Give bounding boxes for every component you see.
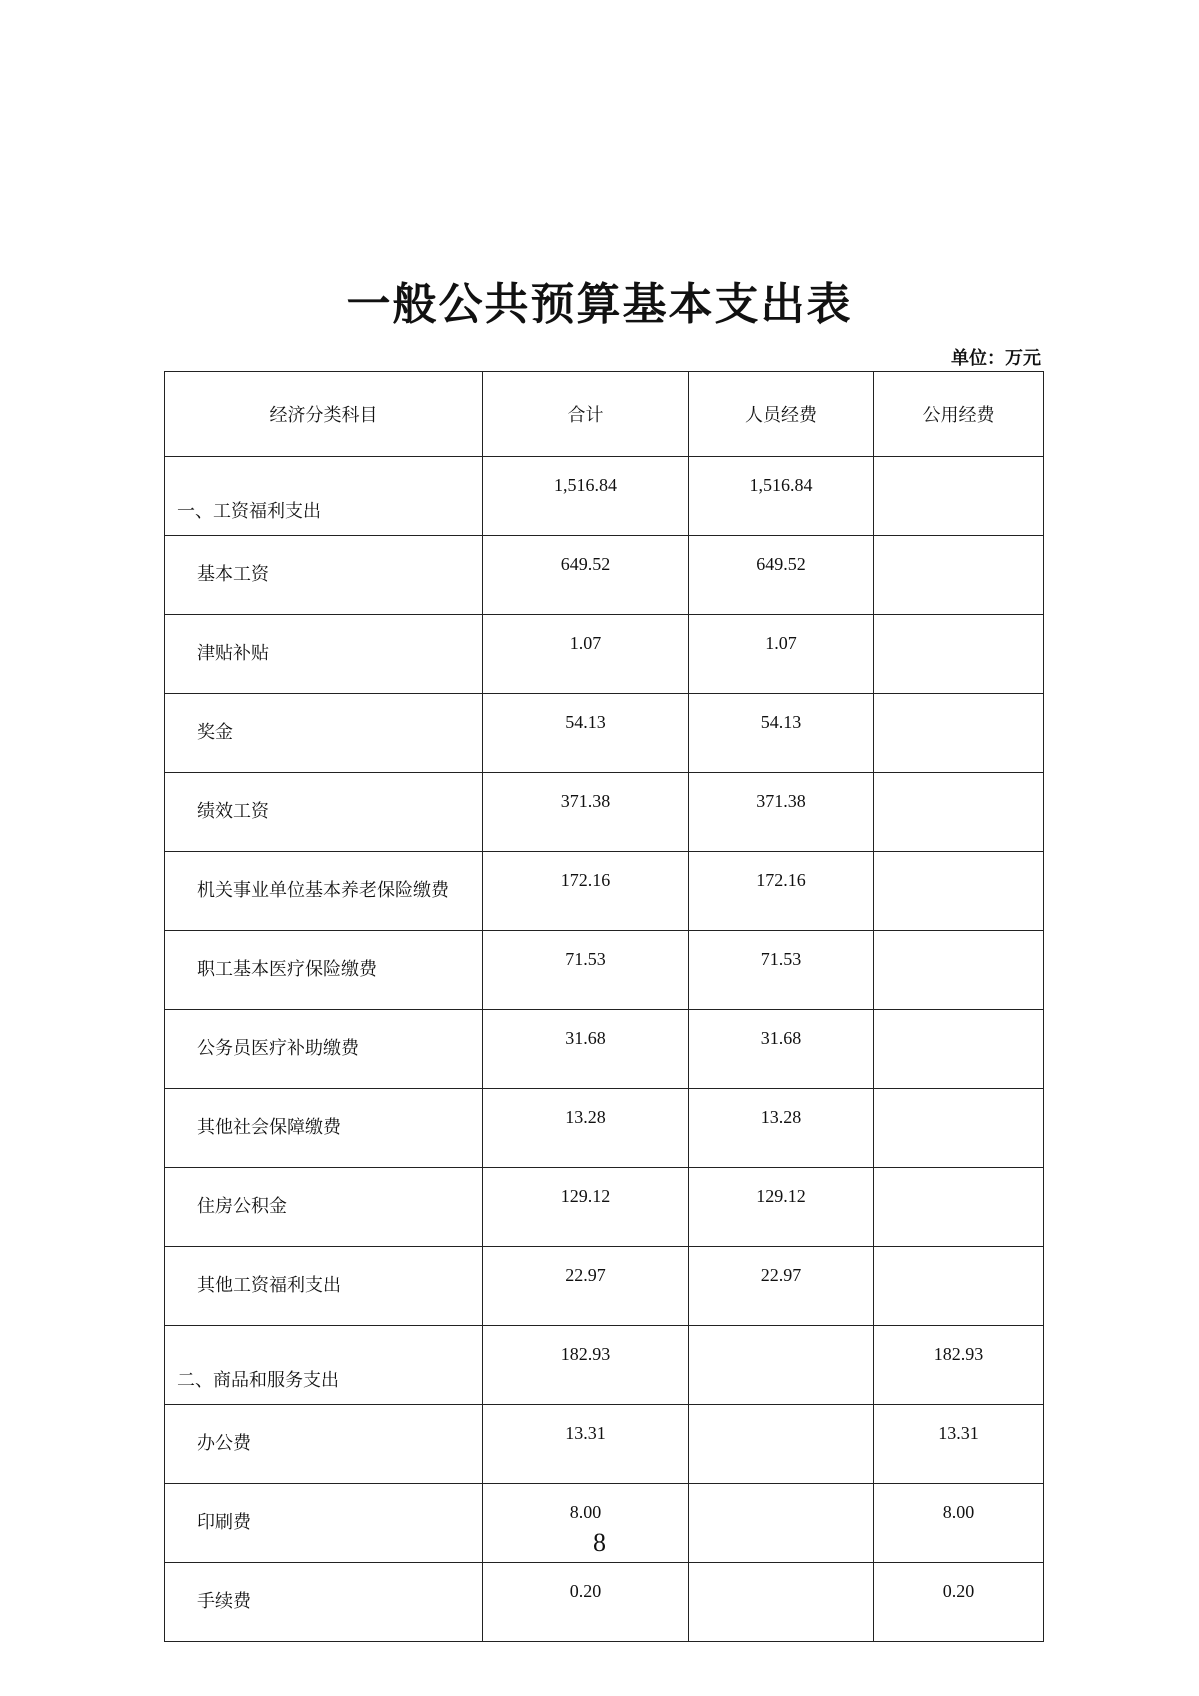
row-total: 54.13 [483,694,689,773]
row-item: 其他工资福利支出 [165,1247,483,1326]
row-item: 其他社会保障缴费 [165,1089,483,1168]
budget-table [164,371,1044,1642]
row-item: 公务员医疗补助缴费 [165,1010,483,1089]
row-item: 一、工资福利支出 [165,457,483,536]
table-row [165,773,1044,852]
table-row [165,615,1044,694]
page-number: 8 [593,1528,606,1557]
row-public: 182.93 [874,1326,1044,1405]
table-row [165,1089,1044,1168]
row-item: 基本工资 [165,536,483,615]
table-row [165,1563,1044,1642]
row-personnel: 54.13 [689,694,874,773]
row-public [874,1089,1044,1168]
row-public [874,1010,1044,1089]
row-item: 住房公积金 [165,1168,483,1247]
unit-label: 单位：万元 [951,348,1041,369]
row-total: 22.97 [483,1247,689,1326]
row-public: 13.31 [874,1405,1044,1484]
row-personnel: 1.07 [689,615,874,694]
row-personnel: 31.68 [689,1010,874,1089]
row-public [874,694,1044,773]
row-total: 182.93 [483,1326,689,1405]
row-personnel [689,1326,874,1405]
row-personnel [689,1563,874,1642]
table-row [165,1326,1044,1405]
header-public-expenses: 公用经费 [874,372,1044,457]
table-row [165,1010,1044,1089]
table-row [165,1168,1044,1247]
row-personnel [689,1405,874,1484]
header-total: 合计 [483,372,689,457]
row-personnel: 1,516.84 [689,457,874,536]
row-item: 手续费 [165,1563,483,1642]
row-total: 71.53 [483,931,689,1010]
row-total: 172.16 [483,852,689,931]
header-economic-category: 经济分类科目 [165,372,483,457]
row-total: 129.12 [483,1168,689,1247]
row-item: 津贴补贴 [165,615,483,694]
row-total: 1,516.84 [483,457,689,536]
table-header-row [165,372,1044,457]
row-personnel: 129.12 [689,1168,874,1247]
row-public [874,852,1044,931]
table-row [165,536,1044,615]
row-personnel: 371.38 [689,773,874,852]
row-public [874,536,1044,615]
row-public: 0.20 [874,1563,1044,1642]
row-item: 机关事业单位基本养老保险缴费 [165,852,483,931]
row-total: 0.20 [483,1563,689,1642]
header-personnel-expenses: 人员经费 [689,372,874,457]
row-personnel: 22.97 [689,1247,874,1326]
page-title: 一般公共预算基本支出表 [346,279,853,330]
table-row [165,457,1044,536]
row-public [874,931,1044,1010]
row-personnel: 71.53 [689,931,874,1010]
row-total: 8.00 [483,1484,689,1563]
row-item: 印刷费 [165,1484,483,1563]
table-row [165,931,1044,1010]
table-row [165,1405,1044,1484]
row-personnel: 649.52 [689,536,874,615]
row-item: 绩效工资 [165,773,483,852]
row-total: 1.07 [483,615,689,694]
row-public [874,457,1044,536]
row-item: 办公费 [165,1405,483,1484]
row-personnel: 13.28 [689,1089,874,1168]
row-item: 二、商品和服务支出 [165,1326,483,1405]
table-row [165,1247,1044,1326]
row-public: 8.00 [874,1484,1044,1563]
row-public [874,1168,1044,1247]
row-total: 13.31 [483,1405,689,1484]
row-public [874,615,1044,694]
row-total: 13.28 [483,1089,689,1168]
row-total: 31.68 [483,1010,689,1089]
table-row [165,852,1044,931]
row-item: 奖金 [165,694,483,773]
row-total: 371.38 [483,773,689,852]
row-personnel: 172.16 [689,852,874,931]
row-total: 649.52 [483,536,689,615]
row-item: 职工基本医疗保险缴费 [165,931,483,1010]
row-public [874,773,1044,852]
table-row [165,694,1044,773]
row-public [874,1247,1044,1326]
